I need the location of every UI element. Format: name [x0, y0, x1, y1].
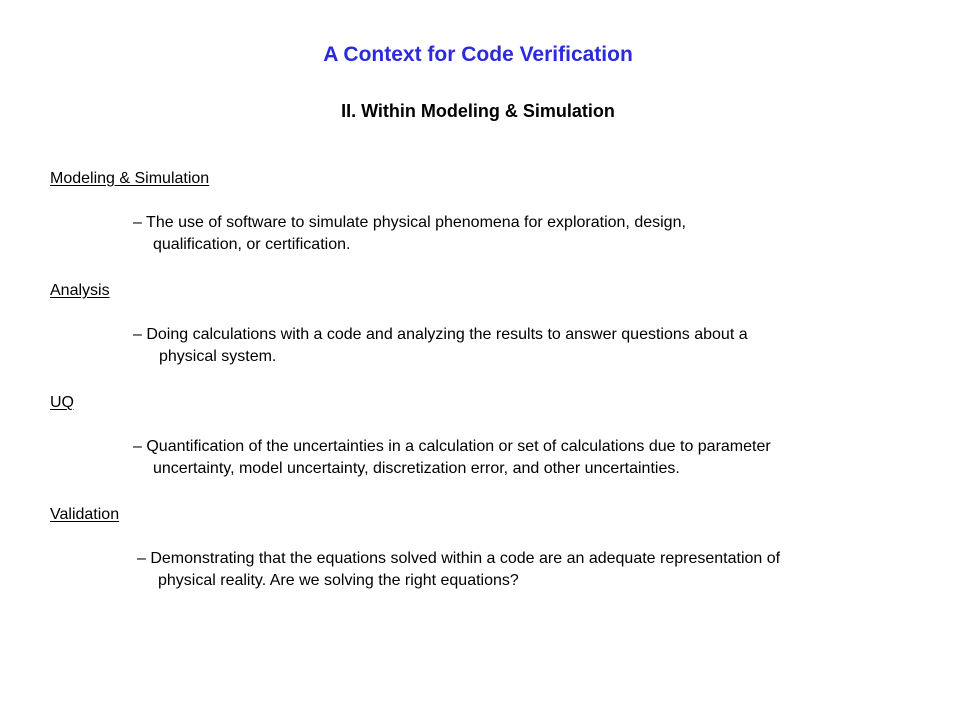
definition-line: – The use of software to simulate physical phenomena for exploration, design,: [133, 214, 686, 231]
slide-title: A Context for Code Verification: [323, 43, 633, 66]
definition-line: – Quantification of the uncertainties in a calculation or set of calculations due to parameter: [133, 438, 771, 455]
definition-modeling-simulation: [133, 212, 686, 256]
definition-line: qualification, or certification.: [153, 236, 351, 253]
definition-line: – Doing calculations with a code and analyzing the results to answer questions about a: [133, 326, 748, 343]
definition-analysis: [133, 324, 748, 368]
term-modeling-simulation: Modeling & Simulation: [50, 170, 210, 187]
term-validation: Validation: [50, 506, 120, 523]
definition-uq: [133, 436, 771, 480]
definition-validation: [137, 548, 780, 592]
definition-line: – Demonstrating that the equations solved within a code are an adequate representation of: [137, 550, 781, 567]
definition-line: physical reality. Are we solving the right equations?: [158, 572, 519, 589]
term-uq: UQ: [50, 394, 74, 411]
term-analysis: Analysis: [50, 282, 110, 299]
definition-line: uncertainty, model uncertainty, discretization error, and other uncertainties.: [153, 460, 680, 477]
definition-line: physical system.: [159, 348, 277, 365]
slide-subtitle: II. Within Modeling & Simulation: [341, 101, 615, 121]
